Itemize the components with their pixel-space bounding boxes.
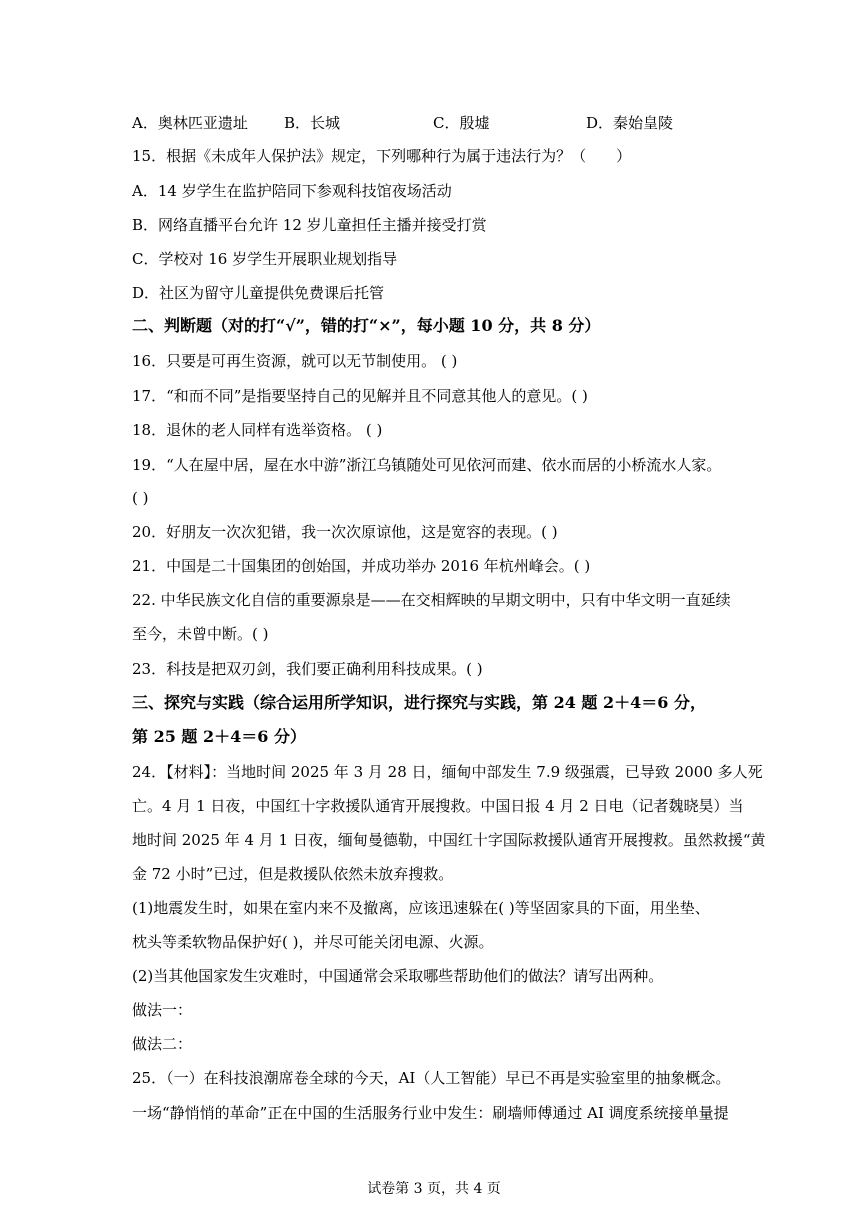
- q14-option-a: A．奥林匹亚遗址: [132, 114, 248, 132]
- q24-material-text-2: 亡。4 月 1 日夜，中国红十字救援队通宵开展搜救。中国日报 4 月 2 日电（记者魏晓昊）当: [132, 797, 744, 815]
- q24-material-text-4: 金 72 小时”已过，但是救援队依然未放弃搜救。: [132, 865, 454, 883]
- q15-stem: 15．根据《未成年人保护法》规定，下列哪种行为属于违法行为？（ ）: [132, 147, 632, 165]
- q15-option-c: C．学校对 16 岁学生开展职业规划指导: [132, 250, 398, 268]
- q19-line2: ( ): [132, 489, 149, 507]
- q24-sub2: (2)当其他国家发生灾难时，中国通常会采取哪些帮助他们的做法？请写出两种。: [132, 967, 664, 985]
- q24-material-text-3: 地时间 2025 年 4 月 1 日夜，缅甸曼德勒，中国红十字国际救援队通宵开展搜救。虽然救援“黄: [132, 831, 766, 849]
- q24-line1: [132, 762, 763, 782]
- q15-option-d: D．社区为留守儿童提供免费课后托管: [132, 284, 385, 302]
- q19-line1: 19．“人在屋中居，屋在水中游”浙江乌镇随处可见依河而建、依水而居的小桥流水人家。: [132, 456, 722, 474]
- q25-line2: 一场“静悄悄的革命”正在中国的生活服务行业中发生：刷墙师傅通过 AI 调度系统接单量提: [132, 1104, 729, 1122]
- q24-sub1-line2: 枕头等柔软物品保护好( )，并尽可能关闭电源、火源。: [132, 933, 494, 951]
- q24-sub1-line1: (1)地震发生时，如果在室内来不及撤离，应该迅速躲在( )等坚固家具的下面，用坐垫、: [132, 899, 710, 917]
- page-footer: 试卷第 3 页，共 4 页: [367, 1181, 501, 1197]
- section2-heading: 二、判断题（对的打“√”，错的打“×”，每小题 10 分，共 8 分）: [132, 316, 601, 335]
- q16: 16．只要是可再生资源，就可以无节制使用。 ( ): [132, 352, 458, 370]
- q14-option-b: B．长城: [284, 114, 341, 132]
- q14-option-d: D．秦始皇陵: [586, 114, 674, 132]
- q14-option-c: C．殷墟: [433, 114, 490, 132]
- q24-method2: 做法二：: [132, 1035, 193, 1053]
- q24-method1: 做法一：: [132, 1001, 193, 1019]
- q15-option-b: B．网络直播平台允许 12 岁儿童担任主播并接受打赏: [132, 216, 487, 234]
- section3-heading-line1: 三、探究与实践（综合运用所学知识，进行探究与实践，第 24 题 2＋4＝6 分，: [132, 693, 706, 712]
- q24-material-label: 24．【材料】：: [132, 763, 227, 781]
- q25-line1: 25．（一）在科技浪潮席卷全球的今天，AI（人工智能）早已不再是实验室里的抽象概念。: [132, 1069, 731, 1087]
- q23: 23．科技是把双刃剑，我们要正确利用科技成果。( ): [132, 660, 483, 678]
- q20: 20．好朋友一次次犯错，我一次次原谅他，这是宽容的表现。( ): [132, 523, 558, 541]
- q15-option-a: A．14 岁学生在监护陪同下参观科技馆夜场活动: [132, 182, 452, 200]
- q22-line2: 至今，未曾中断。( ): [132, 625, 269, 643]
- q21: 21．中国是二十国集团的创始国，并成功举办 2016 年杭州峰会。( ): [132, 557, 591, 575]
- q22-line1: 22. 中华民族文化自信的重要源泉是——在交相辉映的早期文明中，只有中华文明一直延续: [132, 591, 731, 609]
- section3-heading-line2: 第 25 题 2＋4＝6 分）: [132, 727, 306, 746]
- q18: 18．退休的老人同样有选举资格。 ( ): [132, 421, 383, 439]
- q24-material-text-1: 当地时间 2025 年 3 月 28 日，缅甸中部发生 7.9 级强震，已导致 2000 多人死: [226, 763, 763, 781]
- q17: 17．“和而不同”是指要坚持自己的见解并且不同意其他人的意见。( ): [132, 387, 588, 405]
